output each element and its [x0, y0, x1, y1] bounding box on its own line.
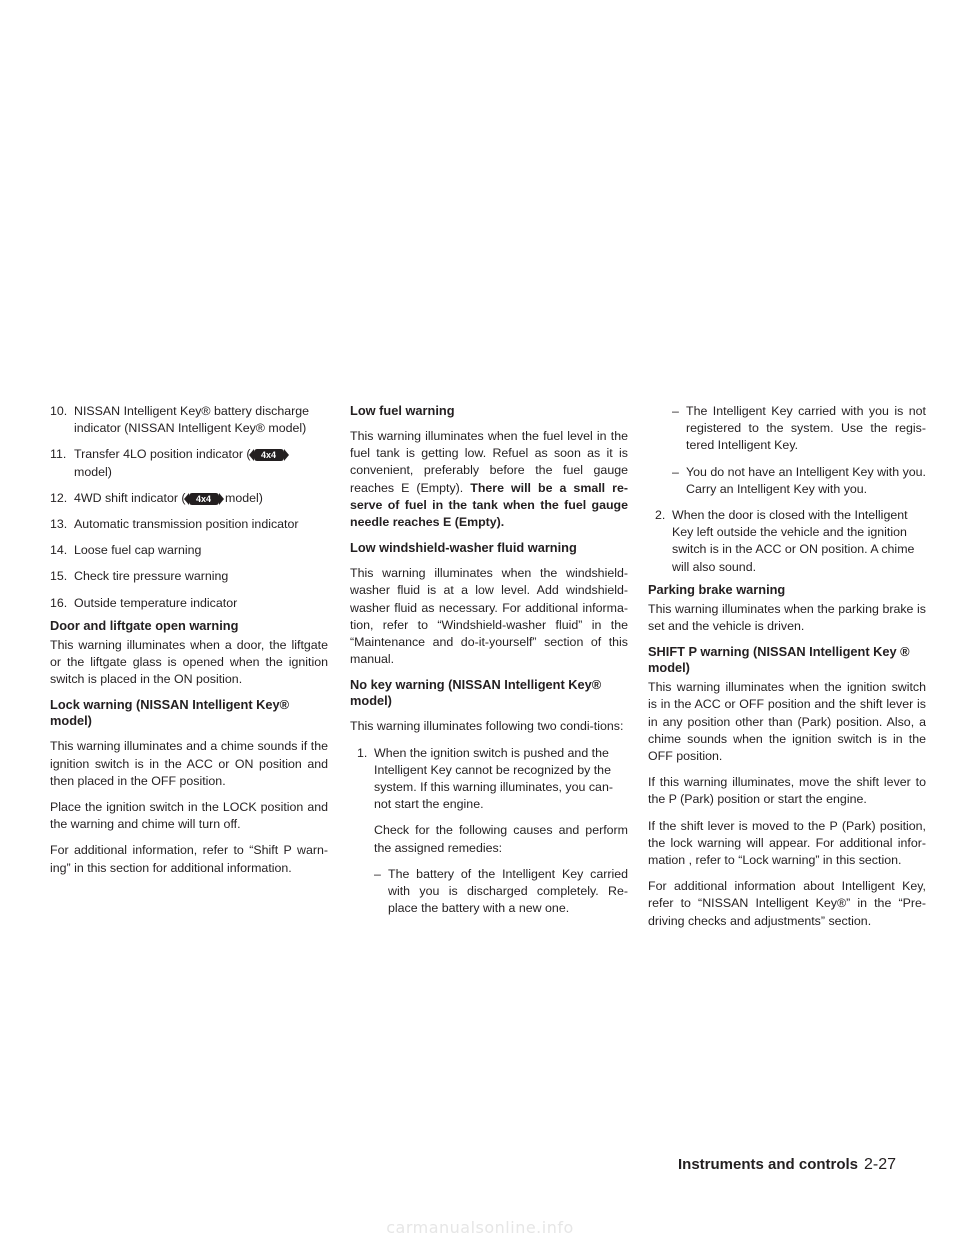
- heading-washer-fluid: Low windshield-washer fluid warning: [350, 540, 577, 556]
- list-item: – The battery of the Intelligent Key carried with you is discharged completely. Re-place the battery with a new one.: [374, 866, 628, 916]
- paragraph: Check for the following causes and perform the assigned remedies:: [374, 823, 628, 855]
- paragraph: If this warning illuminates, move the shift lever to the P (Park) position or start the engine.: [648, 775, 926, 807]
- heading-lock-warning: Lock warning (NISSAN Intelligent Key® model): [50, 697, 290, 729]
- page-footer: [678, 1155, 896, 1175]
- column-1: [50, 403, 328, 886]
- section-title: Instruments and controls: [678, 1156, 859, 1173]
- paragraph: For additional information about Intelligent Key, refer to “NISSAN Intelligent Key®” in the “Pre-driving checks and adjustments” section.: [648, 879, 926, 928]
- list-item: 1. When the ignition switch is pushed and the Intelligent Key cannot be recognized by the system. If this warning illuminates, you can-not start the engine.: [357, 745, 613, 812]
- list-item: 2. When the door is closed with the Intelligent Key left outside the vehicle and the ignition switch is in the ACC or ON position. A chime will also sound.: [655, 508, 915, 574]
- paragraph: This warning illuminates following two condi-tions:: [350, 719, 624, 734]
- heading-parking-brake: Parking brake warning: [648, 581, 786, 597]
- list-item: 10. NISSAN Intelligent Key® battery discharge indicator (NISSAN Intelligent Key® model): [50, 404, 310, 436]
- heading-door-liftgate: Door and liftgate open warning: [50, 617, 239, 633]
- paragraph: This warning illuminates when the windshield-washer fluid is at a low level. Add windshield-washer fluid as necessary. For additional informa-tion, refer to “Windshield-washer fluid” in the “Maintenance and do-it-yourself” section of this manual.: [350, 566, 628, 667]
- list-item: – The Intelligent Key carried with you is not registered to the system. Use the regis-tered Intelligent Key.: [672, 404, 926, 453]
- heading-no-key: No key warning (NISSAN Intelligent Key® model): [350, 677, 602, 709]
- column-2: [350, 403, 628, 926]
- list-item: 12. 4WD shift indicator ( 4x4 model): [50, 490, 263, 505]
- heading-low-fuel: Low fuel warning: [350, 403, 455, 418]
- list-item: – You do not have an Intelligent Key with you. Carry an Intelligent Key with you.: [672, 464, 926, 496]
- list-item: 11. Transfer 4LO position indicator ( 4x4 model): [50, 446, 328, 480]
- paragraph: If the shift lever is moved to the P (Park) position, the lock warning will appear. For additional infor-mation , refer to “Lock warning” in this section.: [648, 818, 926, 868]
- paragraph: For additional information, refer to “Shift P warn-ing” in this section for additional information.: [50, 843, 328, 875]
- paragraph: This warning illuminates when the ignition switch is in the ACC or OFF position and the shift lever is in any position other than (Park) position. Also, a chime sounds when the ignition switch is in the OFF position.: [648, 680, 926, 764]
- column-3: [648, 403, 926, 939]
- 4x4-badge-icon: 4x4: [189, 493, 219, 505]
- list-item: 14. Loose fuel cap warning: [50, 543, 202, 558]
- list-item: 16. Outside temperature indicator: [50, 595, 238, 610]
- paragraph: This warning illuminates and a chime sounds if the ignition switch is in the ACC or ON position and then placed in the OFF position.: [50, 739, 328, 788]
- paragraph: Place the ignition switch in the LOCK position and the warning and chime will turn off.: [50, 800, 328, 832]
- page-number: 2-27: [864, 1156, 897, 1173]
- list-item: 13. Automatic transmission position indicator: [50, 517, 299, 532]
- watermark: carmanualsonline.info: [386, 1218, 574, 1237]
- list-item: 15. Check tire pressure warning: [50, 569, 229, 584]
- paragraph: This warning illuminates when the fuel level in the fuel tank is getting low. Refuel as soon as it is convenient, preferably before the fuel gauge reaches E (Empty). There will be a small re-serve of fuel in the tank when the fuel gauge needle reaches E (Empty).: [350, 429, 628, 530]
- paragraph: This warning illuminates when the parking brake is set and the vehicle is driven.: [648, 601, 926, 634]
- paragraph: This warning illuminates when a door, the liftgate or the liftgate glass is opened when the ignition switch is placed in the ON position.: [50, 637, 328, 687]
- 4x4-badge-icon: 4x4: [254, 449, 284, 461]
- heading-shift-p: SHIFT P warning (NISSAN Intelligent Key ® model): [648, 644, 910, 676]
